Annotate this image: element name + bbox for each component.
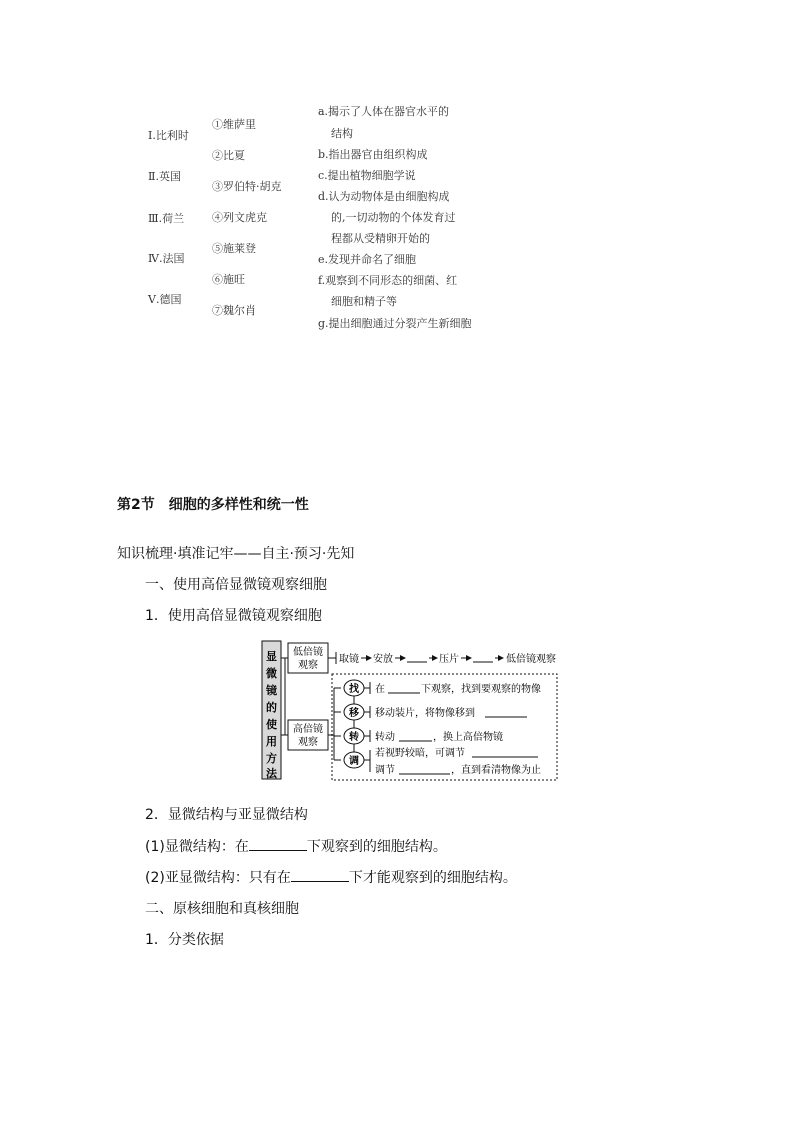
flow-step: 取镜 — [339, 654, 359, 665]
contribution-d-cont2: 程都从受精卵开始的 — [331, 232, 430, 245]
contribution-d-cont1: 的,一切动物的个体发育过 — [331, 211, 456, 224]
scientist-4: ④列文虎克 — [212, 211, 267, 224]
step-char: 移 — [349, 708, 359, 719]
scientist-5: ⑤施莱登 — [212, 242, 256, 255]
fill-blank[interactable] — [249, 838, 307, 851]
section-title: 第2节 细胞的多样性和统一性 — [117, 497, 309, 513]
contribution-d: d.认为动物体是由细胞构成 — [318, 190, 450, 203]
root-char: 法 — [266, 767, 277, 780]
high-mag-label: 高倍镜 — [293, 724, 323, 735]
heading-1: 一、使用高倍显微镜观察细胞 — [145, 577, 327, 593]
contribution-c: c.提出植物细胞学说 — [318, 169, 416, 182]
paragraph-2-pre: (2)亚显微结构：只有在 — [145, 870, 291, 886]
low-mag-label: 低倍镜 — [293, 647, 323, 658]
high-mag-label: 观察 — [298, 737, 318, 748]
country-3: Ⅲ.荷兰 — [148, 212, 185, 225]
step-text: ，直到看清物像为止 — [451, 765, 541, 776]
step-text: 移动装片，将物像移到 — [375, 708, 475, 719]
step-text: 转动 — [375, 732, 395, 743]
step-char: 转 — [349, 732, 359, 743]
step-char: 调 — [349, 756, 359, 767]
country-1: Ⅰ.比利时 — [148, 129, 189, 142]
root-char: 微 — [266, 667, 277, 680]
heading-2: 二、原核细胞和真核细胞 — [145, 901, 299, 917]
paragraph-2-post: 下才能观察到的细胞结构。 — [348, 870, 517, 886]
contribution-e: e.发现并命名了细胞 — [318, 253, 417, 266]
root-char: 方 — [266, 752, 277, 765]
country-4: Ⅳ.法国 — [148, 252, 185, 265]
root-char: 显 — [266, 650, 277, 663]
heading-1-2: 2．显微结构与亚显微结构 — [145, 807, 308, 823]
scientist-6: ⑥施旺 — [212, 273, 245, 286]
heading-2-1: 1．分类依据 — [145, 932, 224, 948]
contribution-a-cont: 结构 — [331, 127, 353, 140]
contribution-f-cont: 细胞和精子等 — [331, 295, 397, 308]
root-char: 的 — [266, 701, 277, 714]
root-char: 使 — [266, 718, 277, 731]
flow-step: 压片 — [439, 654, 459, 665]
flow-step: 安放 — [373, 654, 393, 665]
step-text: 下观察，找到要观察的物像 — [421, 684, 541, 695]
microscope-usage-diagram — [260, 640, 570, 785]
contribution-f: f.观察到不同形态的细菌、红 — [318, 274, 458, 287]
scientist-3: ③罗伯特·胡克 — [212, 180, 282, 193]
scientist-2: ②比夏 — [212, 149, 245, 162]
contribution-g: g.提出细胞通过分裂产生新细胞 — [318, 317, 472, 330]
root-char: 用 — [266, 735, 277, 748]
step-text: 在 — [375, 684, 385, 695]
step-char: 找 — [349, 684, 359, 695]
step-text: ，换上高倍物镜 — [433, 732, 503, 743]
root-char: 镜 — [266, 684, 277, 697]
country-2: Ⅱ.英国 — [148, 170, 181, 183]
paragraph-1-pre: (1)显微结构：在 — [145, 839, 249, 855]
low-mag-label: 观察 — [298, 660, 318, 671]
paragraph-1-post: 下观察到的细胞结构。 — [306, 839, 447, 855]
heading-1-1: 1．使用高倍显微镜观察细胞 — [145, 608, 322, 624]
country-5: Ⅴ.德国 — [148, 293, 182, 306]
contribution-a: a.揭示了人体在器官水平的 — [318, 105, 450, 118]
scientist-1: ①维萨里 — [212, 118, 256, 131]
scientist-7: ⑦魏尔肖 — [212, 304, 256, 317]
step-text: 调节 — [375, 765, 395, 776]
fill-blank[interactable] — [291, 869, 349, 882]
section-subtitle: 知识梳理·填准记牢——自主·预习·先知 — [117, 546, 355, 562]
paragraph-1 — [145, 836, 447, 856]
paragraph-2 — [145, 867, 517, 887]
flow-step: 低倍镜观察 — [506, 654, 556, 665]
step-text: 若视野较暗，可调节 — [375, 748, 465, 759]
contribution-b: b.指出器官由组织构成 — [318, 148, 428, 161]
